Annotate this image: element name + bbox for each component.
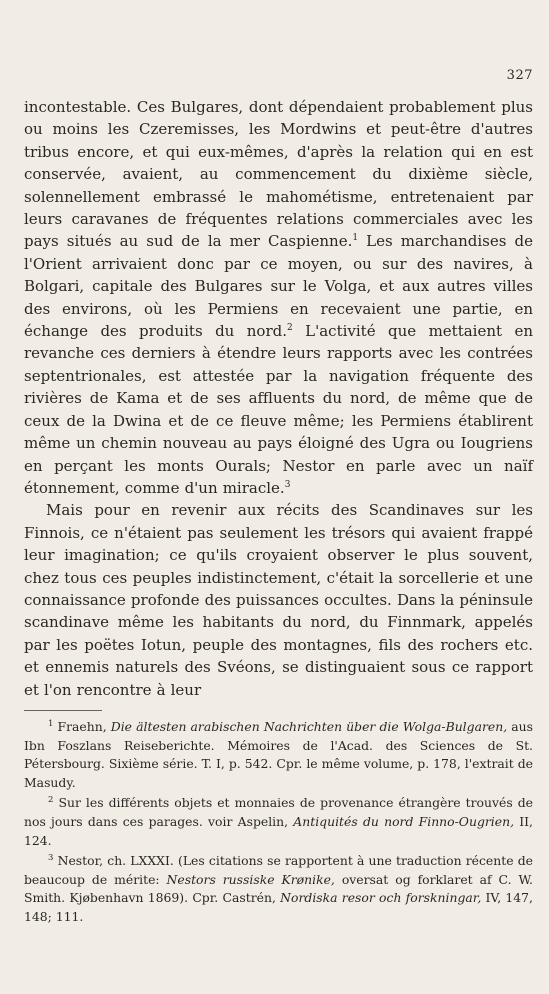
main-text — [24, 96, 533, 701]
page-number: 327 — [506, 68, 533, 83]
footnote — [24, 852, 533, 926]
text-run: incontestable. Ces Bulgares, dont dépendaient probablement plus ou moins les Czeremisses, les Mordwins et peut-être d'autres tribus encore, et qui eux-mêmes, d'après la relation qui en est conservée, avaient, au commencement du dixième siècle, solennellement embrassé le mahométisme, entretenaient par leurs caravanes de fréquentes relations commerciales avec les pays situés au sud de la mer Caspienne. — [24, 98, 533, 251]
italic-title: Nordiska resor och forskningar, — [280, 890, 482, 906]
footnote-mark: 3 — [48, 853, 54, 864]
footnote-separator — [24, 710, 102, 711]
paragraph — [24, 499, 533, 701]
footnote — [24, 718, 533, 792]
text-run: aus Ibn Foszlans Reiseberichte. Mémoires de l'Acad. des Sciences de St. Pétersbourg. Sixième série. T. I, p. 542. Cpr. le même volume, p. 178, l'extrait de Masudy. — [24, 719, 533, 790]
text-run: IV, 147, 148; 111. — [24, 890, 533, 924]
footnote-reference: 3 — [284, 479, 291, 490]
footnote-mark: 2 — [48, 795, 54, 806]
text-run: Fraehn, — [53, 719, 111, 734]
text-run: oversat og forklaret af C. W. Smith. Kjøbenhavn 1869). Cpr. Castrén, — [24, 871, 533, 906]
footnote — [24, 794, 533, 850]
footnote-reference: 1 — [352, 233, 359, 244]
italic-title: Nestors russiske Krønike, — [166, 871, 335, 887]
footnote-mark: 1 — [48, 718, 54, 729]
footnotes — [24, 718, 533, 929]
italic-title: Die ältesten arabischen Nachrichten über die Wolga-Bulgaren, — [110, 719, 508, 734]
text-run: Mais pour en revenir aux récits des Scandinaves sur les Finnois, ce n'étaient pas seulement les trésors qui avaient frappé leur imagination; ce qu'ils croyaient observer le plus souvent, chez tous ces peuples indistinctement, c'était la sorcellerie et une connaissance profonde des puissances occultes. Dans la péninsule scandinave même les habitants du nord, du Finnmark, appelés par les poëtes Iotun, peuple des montagnes, fils des rochers etc. et ennemis naturels des Svéons, se distinguaient sous ce rapport et l'on rencontre à leur — [24, 501, 533, 699]
text-run: Nestor, ch. LXXXI. (Les citations se rapportent à une traduction récente de beaucoup de mérite: — [24, 853, 533, 887]
text-run: L'activité que mettaient en revanche ces derniers à étendre leurs rapports avec les contrées septentrionales, est attestée par la navigation fréquente des rivières de Kama et de ses affluents du nord, de même que de ceux de la Dwina et de ce fleuve même; les Permiens établirent même un chemin nouveau au pays éloigné des Ugra ou Iougriens en perçant les monts Ourals; Nestor en parle avec un naïf étonnement, comme d'un miracle. — [24, 322, 533, 497]
text-run: Les marchandises de l'Orient arrivaient donc par ce moyen, ou sur des navires, à Bolgari, capitale des Bulgares sur le Volga, et aux autres villes des environs, où les Permiens en recevaient une partie, en échange des produits du nord. — [24, 232, 533, 341]
text-run: II, 124. — [24, 813, 534, 848]
italic-title: Antiquités du nord Finno-Ougrien, — [293, 813, 515, 829]
footnote-reference: 2 — [286, 323, 293, 334]
text-run: Sur les différents objets et monnaies de provenance étrangère trouvés de nos jours dans ces parages. voir Aspelin, — [24, 795, 533, 829]
paragraph — [24, 96, 533, 499]
